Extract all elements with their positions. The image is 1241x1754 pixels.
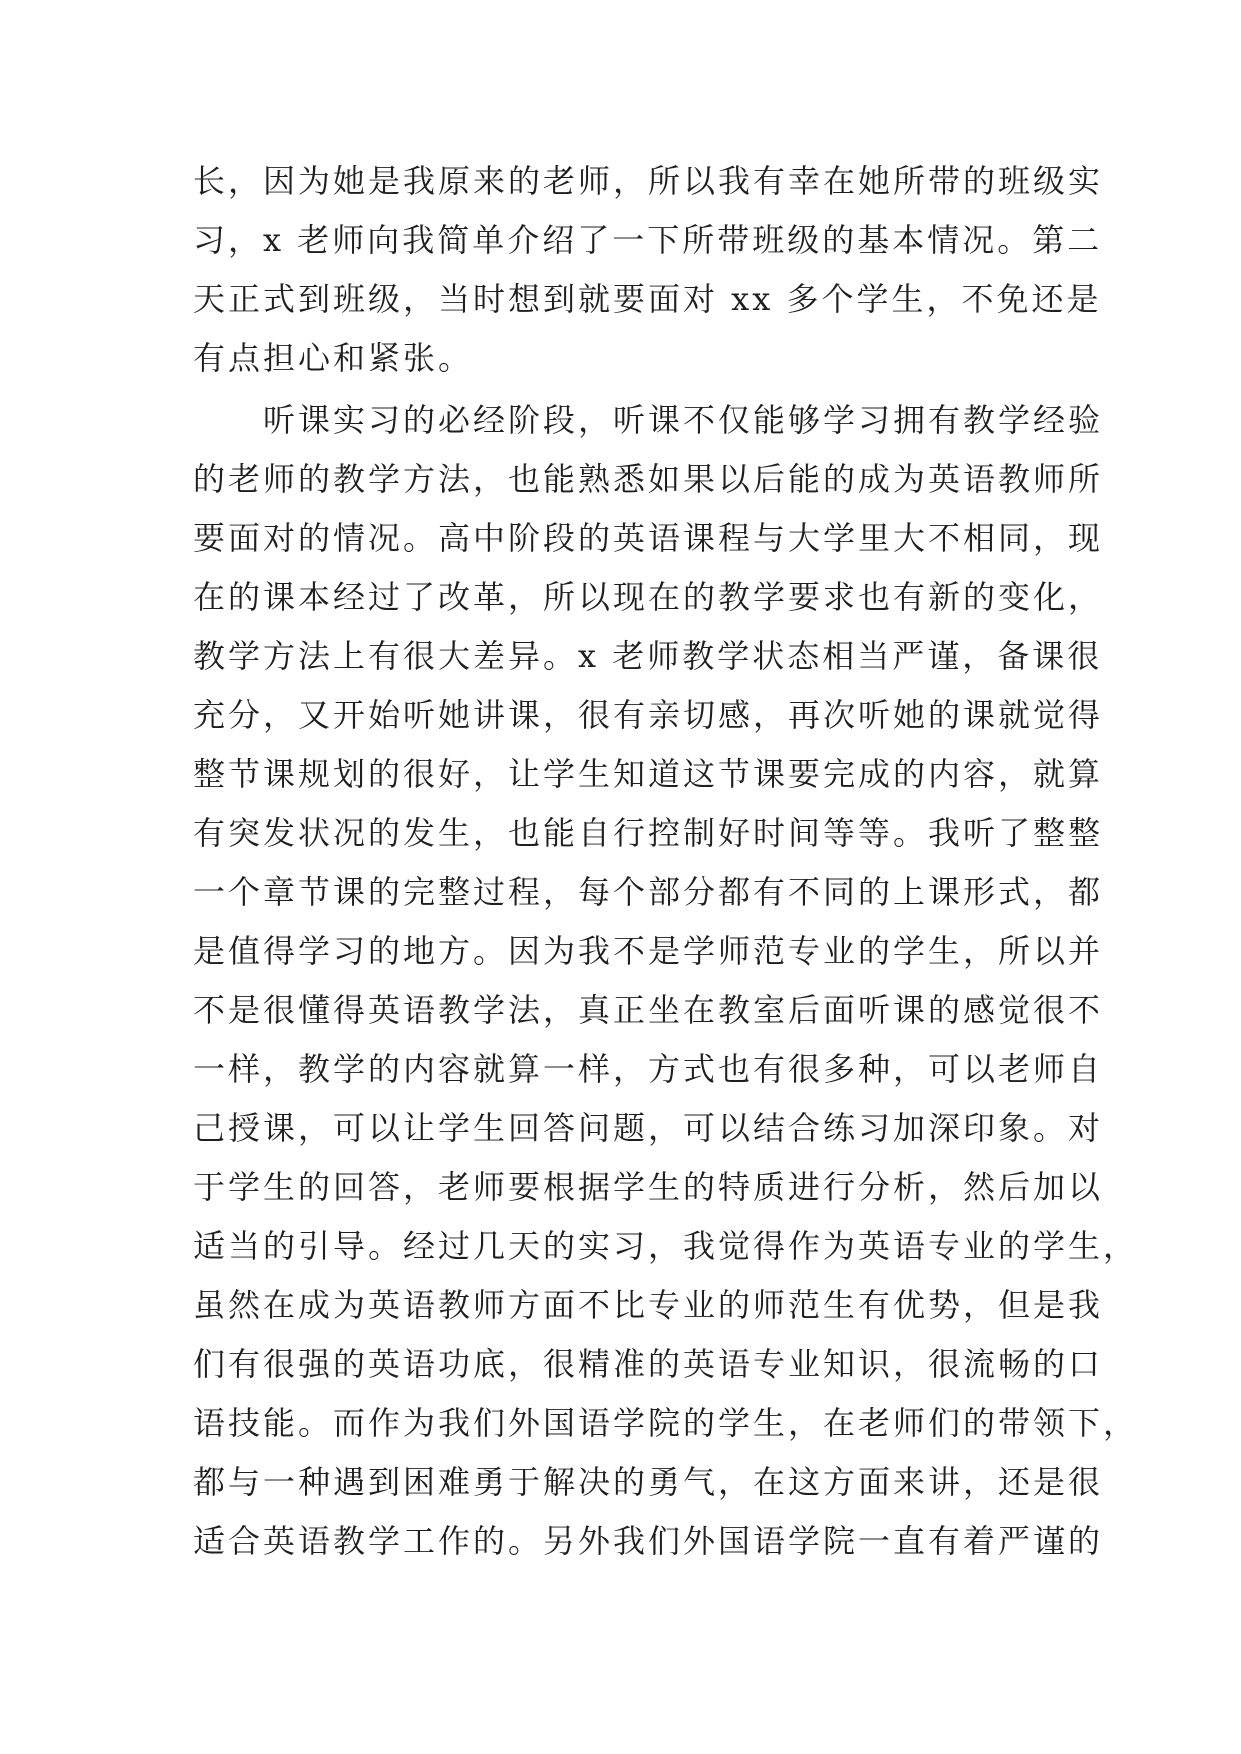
text-line: 在的课本经过了改革，所以现在的教学要求也有新的变化， [193, 578, 1104, 616]
text-line: 的老师的教学方法，也能熟悉如果以后能的成为英语教师所 [193, 460, 1104, 498]
text-line: 教学方法上有很大差异。x 老师教学状态相当严谨，备课很 [193, 637, 1103, 675]
text-line: 都与一种遇到困难勇于解决的勇气，在这方面来讲，还是很 [193, 1463, 1104, 1501]
text-line: 一个章节课的完整过程，每个部分都有不同的上课形式，都 [193, 873, 1104, 911]
text-line: 适当的引导。经过几天的实习，我觉得作为英语专业的学生， [193, 1227, 1139, 1265]
text-line: 于学生的回答，老师要根据学生的特质进行分析，然后加以 [193, 1168, 1104, 1206]
text-line: 不是很懂得英语教学法，真正坐在教室后面听课的感觉很不 [193, 991, 1104, 1029]
text-line: 长，因为她是我原来的老师，所以我有幸在她所带的班级实 [193, 162, 1104, 200]
text-line: 习，x 老师向我简单介绍了一下所带班级的基本情况。第二 [193, 221, 1103, 259]
text-line: 天正式到班级，当时想到就要面对 xx 多个学生，不免还是 [193, 280, 1102, 318]
text-line: 们有很强的英语功底，很精准的英语专业知识，很流畅的口 [193, 1345, 1104, 1383]
text-line: 整节课规划的很好，让学生知道这节课要完成的内容，就算 [193, 755, 1104, 793]
text-line: 语技能。而作为我们外国语学院的学生，在老师们的带领下， [193, 1404, 1139, 1442]
paragraph-first-line: 听课实习的必经阶段，听课不仅能够学习拥有教学经验 [263, 401, 1104, 439]
text-line: 己授课，可以让学生回答问题，可以结合练习加深印象。对 [193, 1109, 1104, 1147]
document-body [193, 152, 1139, 1571]
text-line: 充分，又开始听她讲课，很有亲切感，再次听她的课就觉得 [193, 696, 1104, 734]
text-line: 有点担心和紧张。 [193, 339, 474, 377]
text-line: 虽然在成为英语教师方面不比专业的师范生有优势，但是我 [193, 1286, 1104, 1324]
text-line: 适合英语教学工作的。另外我们外国语学院一直有着严谨的 [193, 1522, 1104, 1560]
text-line: 是值得学习的地方。因为我不是学师范专业的学生，所以并 [193, 932, 1104, 970]
text-line: 要面对的情况。高中阶段的英语课程与大学里大不相同，现 [193, 519, 1104, 557]
text-line: 有突发状况的发生，也能自行控制好时间等等。我听了整整 [193, 814, 1104, 852]
text-line: 一样，教学的内容就算一样，方式也有很多种，可以老师自 [193, 1050, 1104, 1088]
